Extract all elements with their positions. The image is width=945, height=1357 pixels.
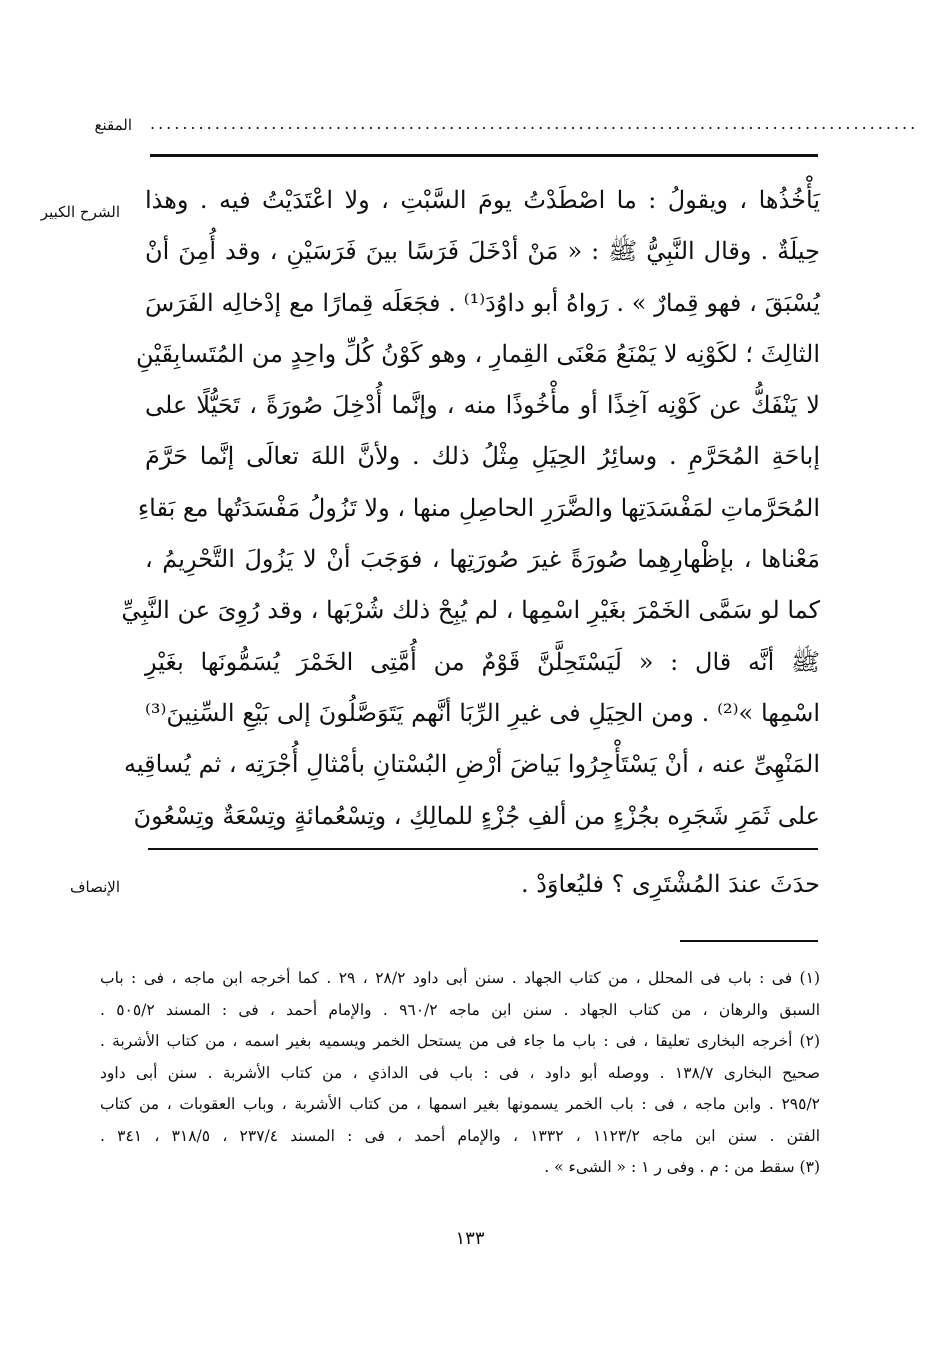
footnote-line: السبق والرهان ، من كتاب الجهاد . سنن ابن ماجه ٩٦٠/٢ . والإمام أحمد ، فى : المسند ٥٠٥/٢ . — [100, 1000, 820, 1019]
main-line: حِيلَةٌ . وقال النَّبِيُّ ﷺ : « مَنْ أدْخَلَ فَرَسًا بينَ فَرَسَيْنِ ، وقد أُمِنَ أنْ — [145, 237, 820, 266]
main-line: مَعْناها ، بإظْهارِهِما صُورَةً غيرَ صُورَتِها ، فوَجَبَ أنْ لا يَزُولَ التَّحْرِيمُ ، — [145, 545, 820, 574]
insaf-text: حدَثَ عندَ المُشْتَرِى ؟ فليُعاوَدْ . — [520, 870, 820, 898]
footnote-rule — [680, 940, 818, 942]
page-number: ١٣٣ — [455, 1228, 485, 1249]
footnote-line: صحيح البخارى ١٣٨/٧ . ووصله أبو داود ، فى : باب فى الداذي ، من كتاب الأشربة . سنن أبى داود — [100, 1063, 820, 1082]
main-text-block — [121, 175, 820, 842]
sharh-section-label: الشرح الكبير — [40, 203, 120, 221]
footnote-line: ٢٩٥/٢ . وابن ماجه ، فى : باب الخمر يسمونها بغير اسمها ، من كتاب الأشربة ، وباب العقوبات ، من كتاب — [100, 1095, 820, 1113]
main-line: ﷺ أنَّه قال : « لَيَسْتَحِلَّنَّ قَوْمٌ من أُمَّتِى الخَمْرَ يُسَمُّونَها بغَيْرِ — [145, 647, 820, 676]
footnote-line: (٢) أخرجه البخارى تعليقا ، فى : باب ما جاء فى من يستحل الخمر ويسميه بغير اسمه ، من كتاب الأشربة . — [100, 1032, 820, 1050]
main-line: إباحَةِ المُحَرَّمِ . وسائِرُ الحِيَلِ مِثْلُ ذلك . ولأنَّ اللهَ تعالَى إنَّما حَرَّمَ — [145, 442, 820, 471]
footnote-line: (٣) سقط من : م . وفى ر ١ : « الشىء » . — [544, 1158, 820, 1176]
running-header-title: المقنع — [94, 116, 132, 134]
main-line: يُسْبَقَ ، فهو قِمارٌ » . رَواهُ أبو داوُدَ⁽¹⁾ . فجَعَلَه قِمارًا مع إدْخالِه الفَرَسَ — [145, 288, 820, 317]
main-line: الثالِثَ ؛ لكَوْنِه لا يَمْنَعُ مَعْنَى القِمارِ ، وهو كَوْنُ كُلِّ واحِدٍ من المُتَسابِقَيْنِ — [136, 339, 820, 368]
section-divider — [148, 848, 818, 850]
main-line: المَنْهِىِّ عنه ، أنْ يَسْتَأْجِرُوا بَياضَ أرْضِ البُسْتانِ بأمْثالِ أُجْرَتِه ، ثم يُساقِيه — [123, 750, 820, 779]
header-dotted-leader: ............................................................................................... — [150, 114, 919, 133]
footnote-line: (١) فى : باب فى المحلل ، من كتاب الجهاد . سنن أبى داود ٢٨/٢ ، ٢٩ . كما أخرجه ابن ماجه ، فى : باب — [100, 969, 820, 987]
main-line: لا يَنْفَكُّ عن كَوْنِه آخِذًا أو مأْخُوذًا منه ، وإنَّما أُدْخِلَ صُورَةً ، تَحَيُّلًا على — [145, 391, 820, 420]
footnotes-block — [100, 963, 820, 1184]
main-line: المُحَرَّماتِ لمَفْسَدَتِها والضَّرَرِ الحاصِلِ منها ، ولا تَزُولُ مَفْسَدَتُها مع بَقاءِ — [137, 493, 820, 522]
main-line: على ثَمَرِ شَجَرِه بجُزْءٍ من ألفِ جُزْءٍ للمالِكِ ، وتِسْعُمائةٍ وتِسْعَةٌ وتِسْعُونَ — [133, 801, 820, 830]
main-line: يَأْخُذُها ، ويقولُ : ما اصْطَدْتُ يومَ السَّبْتِ ، ولا اعْتَدَيْتُ فيه . وهذا — [145, 186, 820, 214]
footnote-line: الفتن . سنن ابن ماجه ١١٢٣/٢ ، ١٣٣٢ ، والإمام أحمد ، فى : المسند ٢٣٧/٤ ، ٣١٨/٥ ، ٣٤١ . — [100, 1126, 820, 1145]
header-rule — [150, 154, 818, 157]
insaf-section-label: الإنصاف — [69, 878, 120, 896]
main-line: كما لو سَمَّى الخَمْرَ بغَيْرِ اسْمِها ، لم يُبِحْ ذلك شُرْبَها ، وقد رُوِىَ عن النَّبِيِّ — [121, 596, 820, 625]
main-line: اسْمِها »⁽²⁾ . ومن الحِيَلِ فى غيرِ الرِّبَا أنَّهم يَتَوَصَّلُونَ إلى بَيْعِ السِّنِينَ⁽³⁾ — [145, 698, 820, 727]
